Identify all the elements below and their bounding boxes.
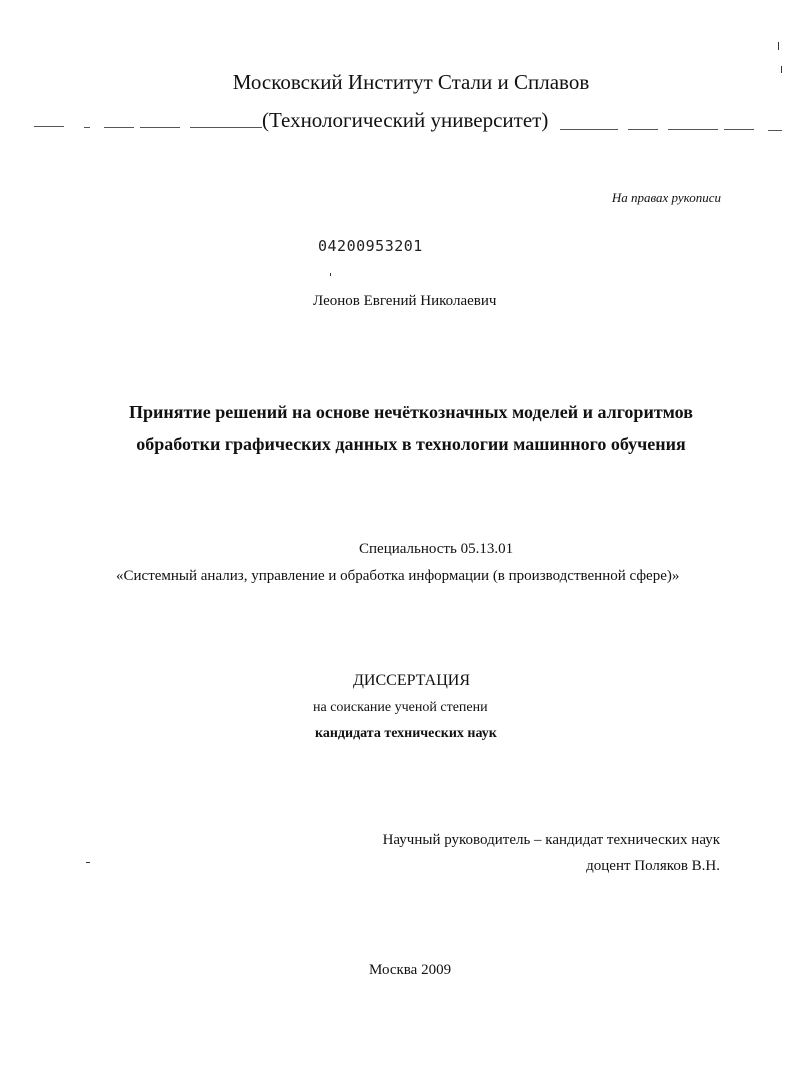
dash-segment [768,130,782,131]
dash-segment [628,129,658,130]
supervisor-name: доцент Поляков В.Н. [586,858,720,874]
supervisor-title: Научный руководитель – кандидат технических наук [382,832,720,848]
dash-segment [104,127,134,128]
dash-segment [724,129,754,130]
author-name: Леонов Евгений Николаевич [313,293,497,309]
dash-segment [560,129,618,130]
scan-mark [330,273,331,276]
institute-name: Московский Институт Стали и Сплавов [232,70,590,94]
scan-mark [778,42,779,50]
degree-purpose: на соискание ученой степени [313,700,488,715]
dash-segment [140,127,180,128]
specialty-name: «Системный анализ, управление и обработка информации (в производственной сфере)» [116,568,680,584]
dissertation-title [0,396,793,460]
dash-segment [84,127,90,128]
dash-segment [190,127,262,128]
degree-name: кандидата технических наук [315,726,497,741]
dissertation-label: ДИССЕРТАЦИЯ [353,672,470,689]
title-line-2: обработки графических данных в технологии машинного обучения [136,434,686,454]
dash-segment [668,129,718,130]
dash-segment [34,126,64,127]
scan-mark [86,862,90,863]
university-name: (Технологический университет) [262,108,549,132]
specialty-number: Специальность 05.13.01 [359,541,514,557]
title-line-1: Принятие решений на основе нечёткозначных моделей и алгоритмов [129,402,693,422]
manuscript-note: На правах рукописи [611,190,721,205]
city-year: Москва 2009 [369,962,452,978]
catalog-number: 04200953201 [318,237,423,255]
